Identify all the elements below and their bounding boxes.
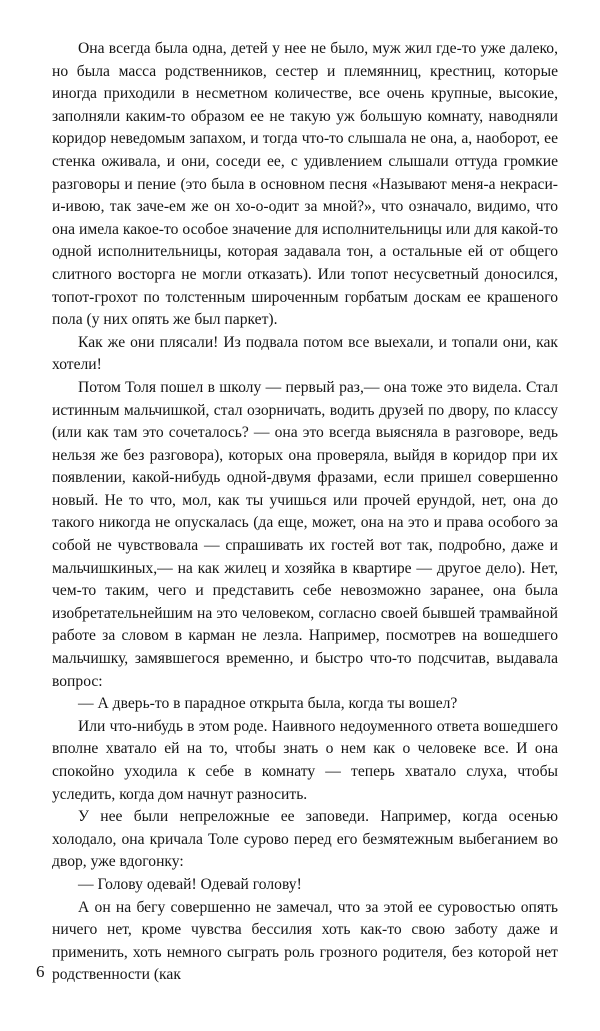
paragraph-7: — Голову одевай! Одевай голову! bbox=[78, 875, 302, 893]
paragraph-3: Потом Толя пошел в школу — первый раз,— она тоже это видела. Стал истинным мальчишкой, стал озорничать, водить друзей по двору, по классу (или как там это сочеталось? — она это всегда выясняла в разговоре, ведь нельзя же без разговора), которых она проверяла, выйдя в коридор при их появлении, какой-нибудь одной-двумя фразами, если пришел совершенно новый. Не то что, мол, как ты учишься или прочей ерундой, нет, она до такого никогда не опускалась (да еще, может, она на это и права особого за собой не чувствовала — спрашивать их гостей вот так, подробно, даже и мальчишкиных,— на как жилец и хозяйка в квартире — другое дело). Нет, чем-то таким, чего и представить себе невозможно заранее, она была изобретательнейшим на это человеком, согласно своей бывшей трамвайной работе за словом в карман не лезла. Например, посмотрев на вошедшего мальчишку, замявшегося временно, и быстро что-то подсчитав, выдавала вопрос: bbox=[52, 378, 558, 690]
paragraph-1: Она всегда была одна, детей у нее не было, муж жил где-то уже далеко, но была масса родственников, сестер и племянниц, крестниц, которые иногда приходили в несметном количестве, все очень крупные, высокие, заполняли каким-то образом ее не такую уж большую комнату, наводняли коридор неведомым запахом, и тогда что-то слышала не она, а, наоборот, ее стенка оживала, и они, соседи ее, с удивлением слышали оттуда громкие разговоры и пение (это была в основном песня «Называют меня-а некраси-и-ивою, так заче-ем же он хо-о-одит за мной?», что означало, видимо, что она имела какое-то особое значение для исполнительницы или для какой-то одной исполнительницы, которая задавала тон, а остальные ей от общего слитного восторга не могли отказать). Или топот несусветный доносился, топот-грохот по толстенным широченным горбатым доскам ее крашеного пола (у них опять же был паркет). bbox=[52, 40, 558, 329]
paragraph-5: Или что-нибудь в этом роде. Наивного недоуменного ответа вошедшего вполне хватало ей на то, чтобы знать о нем как о человеке все. И она спокойно уходила к себе в комнату — теперь хватало слуха, чтобы уследить, когда дом начнут разносить. bbox=[52, 717, 558, 803]
page-number: 6 bbox=[36, 962, 45, 981]
paragraph-8: А он на бегу совершенно не замечал, что за этой ее суровостью опять ничего нет, кроме чувства бессилия хоть как-то свою заботу даже и применить, хоть немного сыграть роль грозного родителя, без которой нет родственности (как bbox=[52, 898, 558, 984]
paragraph-4: — А дверь-то в парадное открыта была, когда ты вошел? bbox=[78, 695, 458, 713]
book-page-text bbox=[52, 38, 558, 987]
paragraph-6: У нее были непреложные ее заповеди. Например, когда осенью холодало, она кричала Толе сурово перед его безмятежным выбеганием во двор, уже вдогонку: bbox=[52, 808, 558, 871]
paragraph-2: Как же они плясали! Из подвала потом все выехали, и топали они, как хотели! bbox=[52, 333, 558, 374]
